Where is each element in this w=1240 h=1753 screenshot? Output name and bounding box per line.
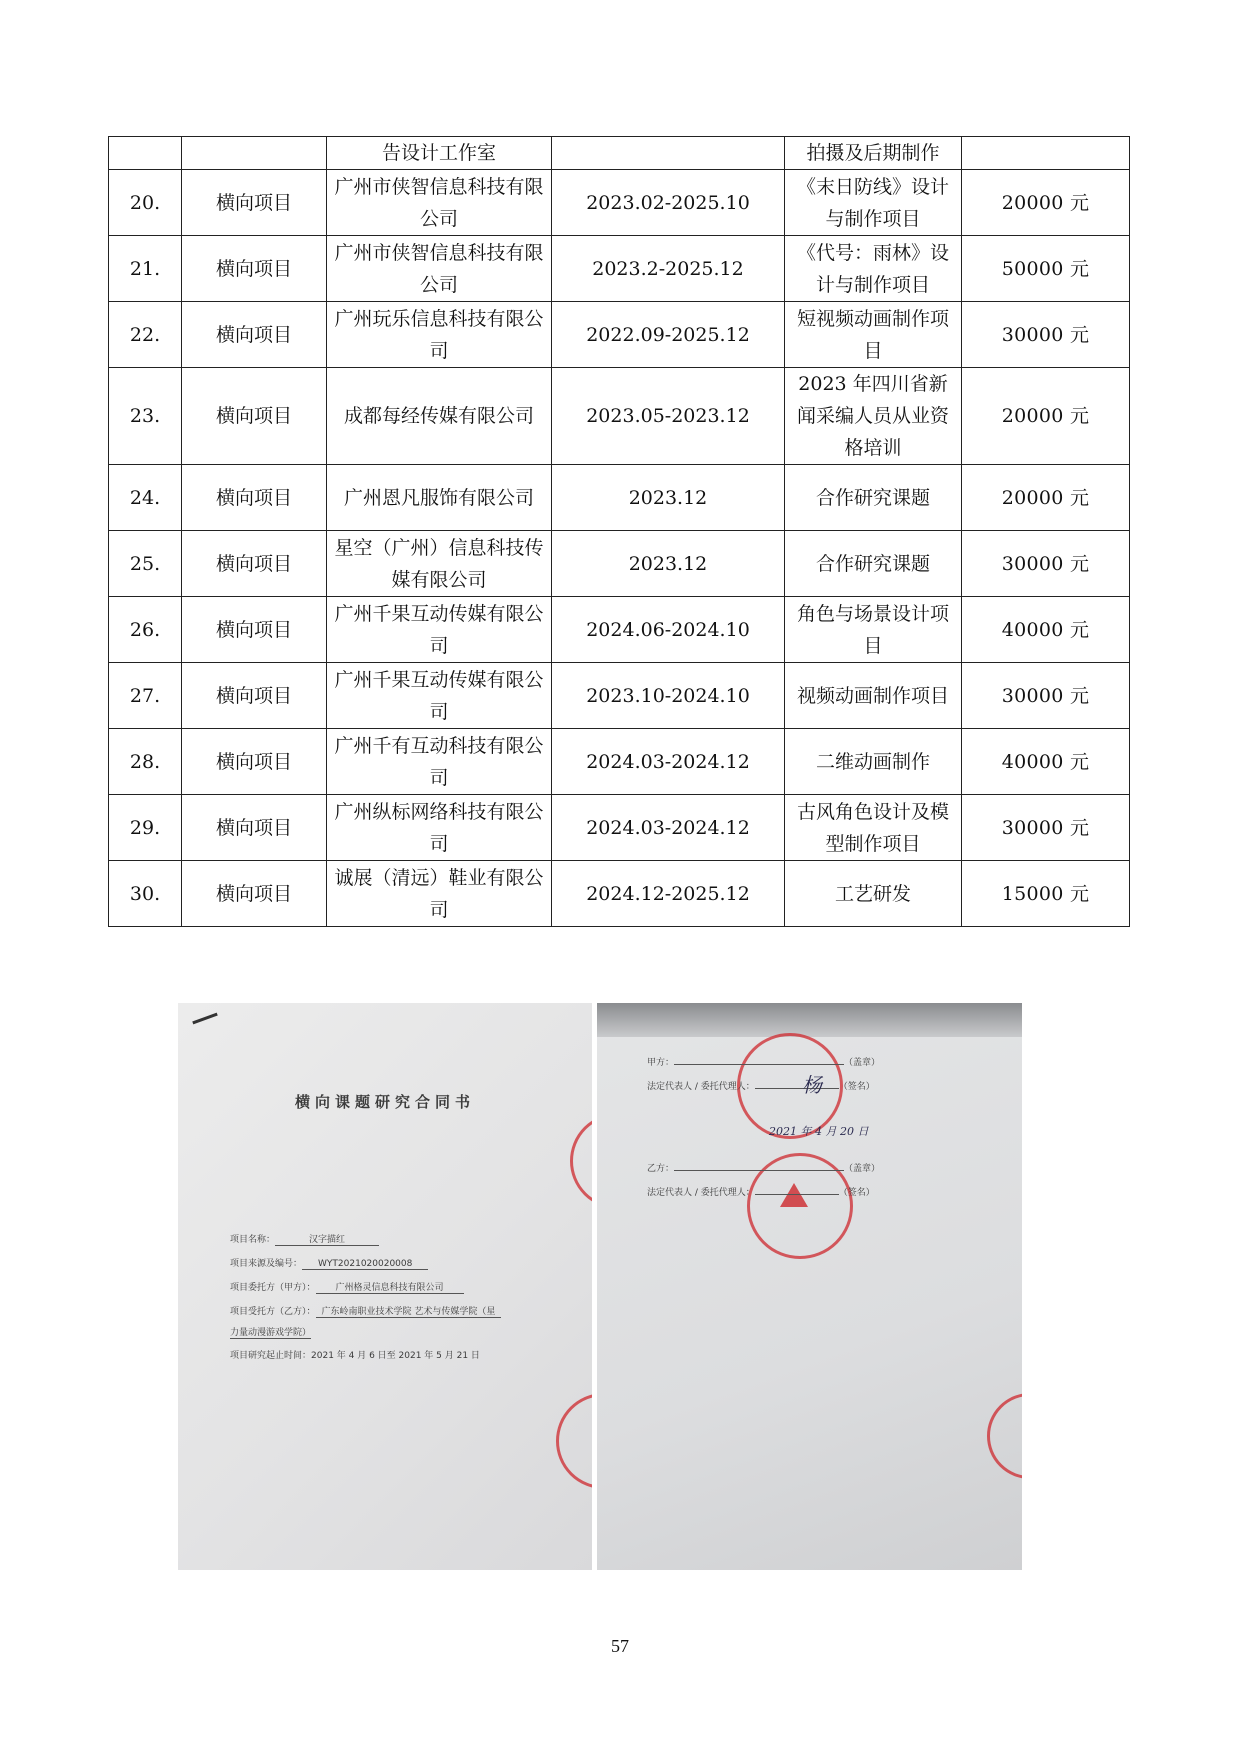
photo-background-edge	[597, 1003, 1022, 1037]
party-b-rep-line	[647, 1185, 875, 1198]
project-amount: 30000 元	[962, 531, 1130, 597]
rep-label: 法定代表人 / 委托代理人：	[647, 1188, 755, 1198]
table-row	[109, 236, 1130, 302]
contract-field-period	[230, 1348, 480, 1361]
table-row	[109, 729, 1130, 795]
contract-field-name	[230, 1232, 379, 1246]
project-amount: 20000 元	[962, 368, 1130, 465]
row-number: 28.	[109, 729, 182, 795]
party-b-label: 乙方：	[647, 1164, 675, 1174]
row-number: 22.	[109, 302, 182, 368]
field-value: 汉字描红	[275, 1232, 379, 1246]
table-row	[109, 531, 1130, 597]
table-row	[109, 465, 1130, 531]
field-label: 项目委托方（甲方）：	[230, 1283, 316, 1293]
contract-signature-photo	[597, 1003, 1022, 1570]
project-period: 2023.05-2023.12	[552, 368, 785, 465]
project-period: 2024.03-2024.12	[552, 729, 785, 795]
table-row	[109, 137, 1130, 170]
project-period: 2023.12	[552, 531, 785, 597]
project-type: 横向项目	[182, 861, 327, 927]
seal-fragment	[987, 1393, 1022, 1479]
field-value: 广东岭南职业技术学院 艺术与传媒学院（星	[316, 1304, 502, 1318]
projects-table-body	[109, 137, 1130, 927]
project-period: 2023.02-2025.10	[552, 170, 785, 236]
row-number: 25.	[109, 531, 182, 597]
project-name: 合作研究课题	[785, 465, 962, 531]
partner-company: 诚展（清远）鞋业有限公司	[327, 861, 552, 927]
party-a-rep-line	[647, 1079, 875, 1092]
project-amount: 40000 元	[962, 597, 1130, 663]
partner-company: 广州恩凡服饰有限公司	[327, 465, 552, 531]
contract-field-code	[230, 1256, 428, 1270]
project-type: 横向项目	[182, 663, 327, 729]
field-value: WYT2021020020008	[302, 1259, 428, 1270]
project-type: 横向项目	[182, 597, 327, 663]
contract-field-contractor-cont	[230, 1325, 311, 1339]
field-value: 力量动漫游戏学院）	[230, 1325, 311, 1339]
project-type: 横向项目	[182, 465, 327, 531]
projects-table	[108, 136, 1130, 927]
project-name: 合作研究课题	[785, 531, 962, 597]
project-amount: 20000 元	[962, 170, 1130, 236]
rep-label: 法定代表人 / 委托代理人：	[647, 1082, 755, 1092]
partner-company: 告设计工作室	[327, 137, 552, 170]
table-row	[109, 302, 1130, 368]
project-period: 2024.03-2024.12	[552, 795, 785, 861]
project-type: 横向项目	[182, 729, 327, 795]
signature: 杨	[802, 1073, 822, 1097]
row-number: 23.	[109, 368, 182, 465]
partner-company: 广州市侠智信息科技有限公司	[327, 170, 552, 236]
field-label: 项目受托方（乙方）：	[230, 1307, 316, 1317]
row-number: 30.	[109, 861, 182, 927]
project-amount: 30000 元	[962, 663, 1130, 729]
contract-title: 横向课题研究合同书	[294, 1093, 475, 1111]
table-row	[109, 663, 1130, 729]
project-type: 横向项目	[182, 531, 327, 597]
seal-fragment	[556, 1393, 592, 1489]
contract-field-contractor	[230, 1304, 501, 1318]
field-label: 项目来源及编号：	[230, 1259, 303, 1269]
project-period: 2024.06-2024.10	[552, 597, 785, 663]
project-name: 工艺研发	[785, 861, 962, 927]
field-value: 广州格灵信息科技有限公司	[316, 1280, 464, 1294]
party-b-line	[647, 1161, 880, 1174]
pen-mark	[192, 1013, 217, 1025]
partner-company: 广州千果互动传媒有限公司	[327, 663, 552, 729]
project-amount: 30000 元	[962, 302, 1130, 368]
project-type: 横向项目	[182, 795, 327, 861]
field-label: 项目名称：	[230, 1235, 276, 1245]
partner-company: 广州千果互动传媒有限公司	[327, 597, 552, 663]
project-period: 2023.10-2024.10	[552, 663, 785, 729]
seal-note: （盖章）	[844, 1164, 881, 1174]
party-a-line	[647, 1055, 880, 1068]
project-amount: 20000 元	[962, 465, 1130, 531]
project-name: 《代号：雨林》设计与制作项目	[785, 236, 962, 302]
row-number	[109, 137, 182, 170]
project-amount: 30000 元	[962, 795, 1130, 861]
seal-fragment	[570, 1113, 592, 1209]
partner-company: 广州玩乐信息科技有限公司	[327, 302, 552, 368]
project-amount: 15000 元	[962, 861, 1130, 927]
field-value: 2021 年 4 月 6 日至 2021 年 5 月 21 日	[311, 1351, 480, 1361]
partner-company: 星空（广州）信息科技传媒有限公司	[327, 531, 552, 597]
project-type: 横向项目	[182, 170, 327, 236]
date-a: 2021 年 4 月 20 日	[769, 1125, 869, 1138]
partner-company: 成都每经传媒有限公司	[327, 368, 552, 465]
row-number: 24.	[109, 465, 182, 531]
project-name: 短视频动画制作项目	[785, 302, 962, 368]
project-name: 古风角色设计及模型制作项目	[785, 795, 962, 861]
party-a-label: 甲方：	[647, 1058, 675, 1068]
project-period: 2024.12-2025.12	[552, 861, 785, 927]
project-amount: 50000 元	[962, 236, 1130, 302]
sign-note: （签名）	[838, 1082, 875, 1092]
project-name: 拍摄及后期制作	[785, 137, 962, 170]
seal-note: （盖章）	[844, 1058, 881, 1068]
contract-cover-photo	[178, 1003, 592, 1570]
project-type	[182, 137, 327, 170]
row-number: 27.	[109, 663, 182, 729]
project-name: 二维动画制作	[785, 729, 962, 795]
table-row	[109, 597, 1130, 663]
project-type: 横向项目	[182, 302, 327, 368]
project-period: 2023.12	[552, 465, 785, 531]
partner-company: 广州市侠智信息科技有限公司	[327, 236, 552, 302]
row-number: 21.	[109, 236, 182, 302]
partner-company: 广州纵标网络科技有限公司	[327, 795, 552, 861]
project-type: 横向项目	[182, 368, 327, 465]
table-row	[109, 170, 1130, 236]
table-row	[109, 795, 1130, 861]
partner-company: 广州千有互动科技有限公司	[327, 729, 552, 795]
contract-field-client	[230, 1280, 464, 1294]
table-row	[109, 861, 1130, 927]
project-type: 横向项目	[182, 236, 327, 302]
table-row	[109, 368, 1130, 465]
project-name: 角色与场景设计项目	[785, 597, 962, 663]
row-number: 20.	[109, 170, 182, 236]
project-period	[552, 137, 785, 170]
project-amount: 40000 元	[962, 729, 1130, 795]
project-period: 2023.2-2025.12	[552, 236, 785, 302]
project-name: 2023 年四川省新闻采编人员从业资格培训	[785, 368, 962, 465]
page-number: 57	[611, 1636, 629, 1656]
row-number: 29.	[109, 795, 182, 861]
project-name: 视频动画制作项目	[785, 663, 962, 729]
field-label: 项目研究起止时间：	[230, 1351, 312, 1361]
sign-note: （签名）	[838, 1188, 875, 1198]
project-amount	[962, 137, 1130, 170]
row-number: 26.	[109, 597, 182, 663]
project-period: 2022.09-2025.12	[552, 302, 785, 368]
project-name: 《末日防线》设计与制作项目	[785, 170, 962, 236]
